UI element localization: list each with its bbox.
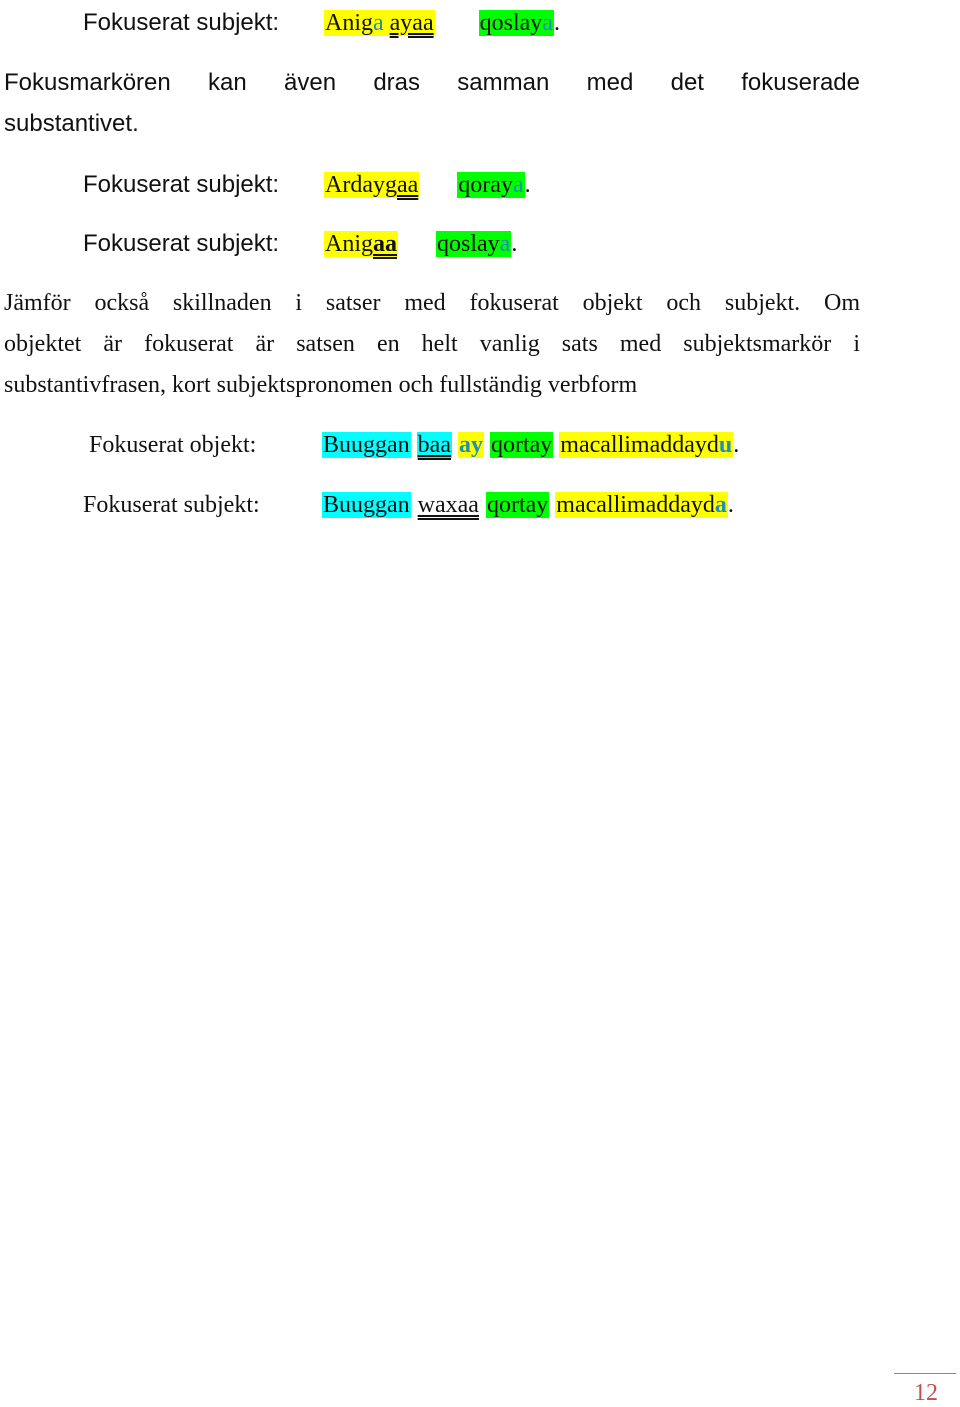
paragraph-1-line-1: Fokusmarkören kan även dras samman med det fokuserade bbox=[4, 69, 860, 96]
page-number: 12 bbox=[914, 1380, 938, 1406]
row2-example: Ardaygaa qoraya. bbox=[325, 172, 531, 198]
object-row-label: Fokuserat objekt: bbox=[89, 432, 257, 458]
row1-verb: qoslaya bbox=[479, 10, 553, 36]
row1-subject: Aniga ayaa bbox=[325, 10, 434, 36]
paragraph-2-line-3: substantivfrasen, kort subjektspronomen och fullständig verbform bbox=[4, 372, 638, 398]
row3-verb: qoslaya bbox=[437, 231, 511, 257]
row1-label: Fokuserat subjekt: bbox=[83, 9, 280, 36]
row3-label: Fokuserat subjekt: bbox=[83, 230, 280, 257]
subject-verb: qortay bbox=[486, 492, 549, 518]
paragraph-2-line-2: objektet är fokuserat är satsen en helt vanlig sats med subjektsmarkör i bbox=[4, 331, 860, 357]
paragraph-2-line-1: Jämför också skillnaden i satser med fokuserat objekt och subjekt. Om bbox=[4, 290, 860, 316]
object-verb: qortay bbox=[490, 432, 553, 458]
object-subject: macallimaddaydu bbox=[560, 432, 733, 458]
subject-subject: macallimaddayda bbox=[556, 492, 727, 518]
object-row-example: Buuggan baa ay qortay macallimaddaydu. bbox=[323, 432, 740, 458]
paragraph-1-line-2: substantivet. bbox=[4, 110, 139, 137]
page-number-rule bbox=[894, 1373, 956, 1374]
row2-subject: Ardaygaa bbox=[325, 172, 419, 198]
object-pronoun: ay bbox=[458, 432, 483, 458]
row3-subject: Anigaa bbox=[325, 231, 397, 257]
row2-label: Fokuserat subjekt: bbox=[83, 171, 280, 198]
subject-noun: Buuggan bbox=[323, 492, 410, 518]
subject-focus-marker: waxaa bbox=[417, 492, 479, 518]
object-noun: Buuggan bbox=[323, 432, 410, 458]
row2-verb: qoraya bbox=[458, 172, 524, 198]
subject-row-label: Fokuserat subjekt: bbox=[83, 492, 260, 518]
subject-row-example: Buuggan waxaa qortay macallimaddayda. bbox=[323, 492, 734, 518]
row3-example: Anigaa qoslaya. bbox=[325, 231, 518, 257]
row1-example: Aniga ayaa qoslaya. bbox=[325, 10, 560, 36]
object-focus-marker: baa bbox=[417, 432, 451, 458]
